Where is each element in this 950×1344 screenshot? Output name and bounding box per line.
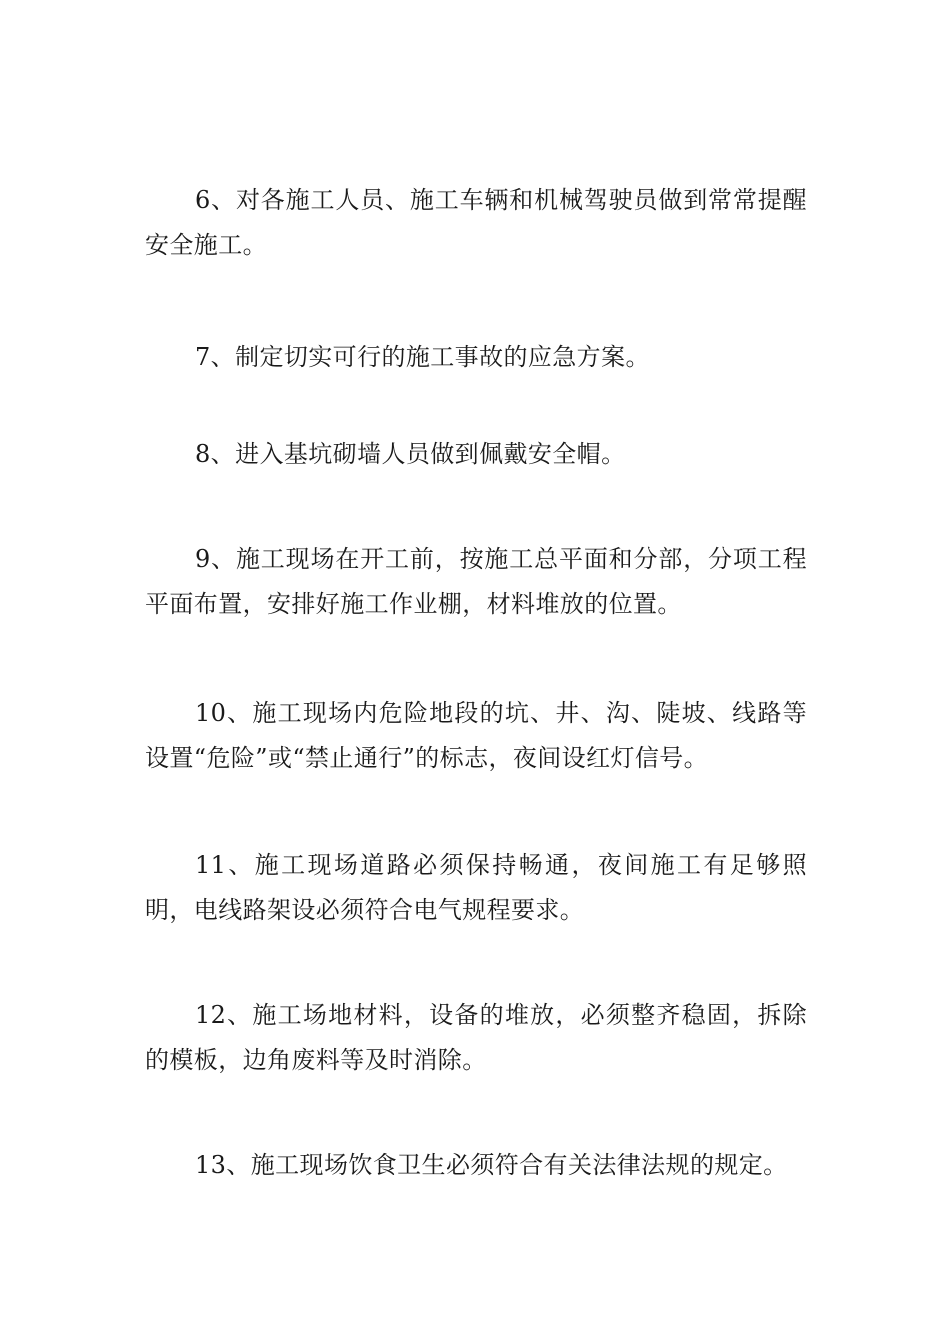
list-item-12: 12、施工场地材料，设备的堆放，必须整齐稳固，拆除的模板，边角废料等及时消除。 — [145, 1001, 807, 1074]
document-body — [145, 178, 807, 1255]
list-item-10: 10、施工现场内危险地段的坑、井、沟、陡坡、线路等设置“危险”或“禁止通行”的标志，夜间设红灯信号。 — [145, 699, 807, 772]
list-item-8: 8、进入基坑砌墙人员做到佩戴安全帽。 — [195, 440, 626, 468]
list-item-9: 9、施工现场在开工前，按施工总平面和分部，分项工程平面布置，安排好施工作业棚，材料堆放的位置。 — [145, 545, 807, 618]
list-item-13: 13、施工现场饮食卫生必须符合有关法律法规的规定。 — [195, 1151, 788, 1179]
list-item-11: 11、施工现场道路必须保持畅通，夜间施工有足够照明，电线路架设必须符合电气规程要求。 — [145, 851, 807, 924]
list-item-7: 7、制定切实可行的施工事故的应急方案。 — [195, 343, 650, 371]
list-item-6: 6、对各施工人员、施工车辆和机械驾驶员做到常常提醒安全施工。 — [145, 186, 807, 259]
